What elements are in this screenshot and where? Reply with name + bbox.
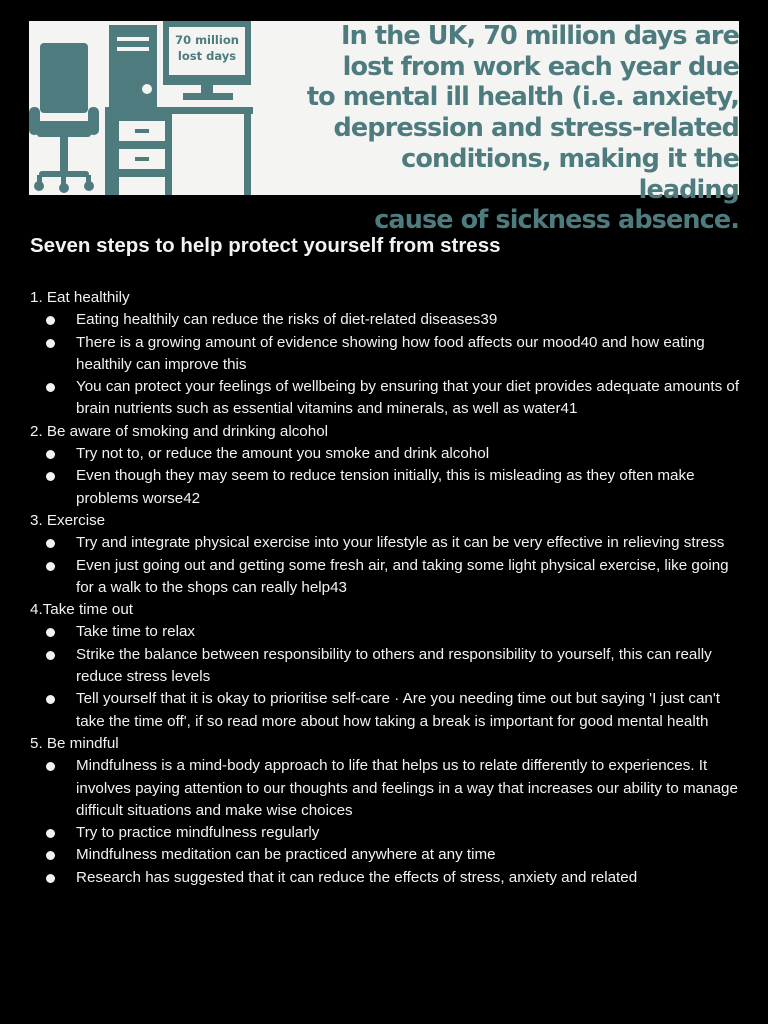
bullet-item (76, 332, 744, 377)
step-heading: 2. Be aware of smoking and drinking alcohol (30, 422, 329, 440)
step-bullet-list (30, 532, 744, 599)
bullet-text: Strike the balance between responsibility to others and responsibility to yourself, this can really reduce stress levels (76, 645, 712, 686)
desk-icon (105, 107, 253, 195)
bullet-text: Eating healthily can reduce the risks of diet-related diseases39 (76, 311, 498, 329)
bullet-text: Mindfulness is a mind-body approach to life that helps us to relate differently to experiences. It involves paying attention to our thoughts and feelings in a way that increases our ability to manage difficult situations and make wise choices (76, 757, 738, 819)
bullet-text: You can protect your feelings of wellbeing by ensuring that your diet provides adequate amounts of brain nutrients such as essential vitamins and minerals, as well as water41 (76, 378, 740, 418)
bullet-dot-icon (46, 316, 55, 325)
bullet-dot-icon (46, 539, 55, 548)
bullet-dot-icon (46, 383, 55, 392)
bullet-item (76, 621, 744, 643)
steps-list (30, 287, 744, 889)
bullet-dot-icon (46, 874, 55, 883)
bullet-item (76, 376, 744, 421)
bullet-dot-icon (46, 695, 55, 704)
infographic-banner (29, 21, 739, 236)
bullet-dot-icon (46, 450, 55, 459)
bullet-text: Try to practice mindfulness regularly (76, 824, 320, 842)
step-bullet-list (30, 621, 744, 732)
step-heading: 4.Take time out (30, 601, 133, 619)
badge-line1: 70 million (175, 33, 239, 47)
bullet-item (76, 309, 744, 331)
page-title: Seven steps to help protect yourself from stress (30, 234, 501, 257)
bullet-dot-icon (46, 472, 55, 481)
computer-tower-icon (109, 25, 157, 107)
step-heading: 1. Eat healthily (30, 289, 130, 306)
bullet-item (76, 532, 744, 554)
office-desk-illustration (29, 21, 269, 195)
bullet-item (76, 465, 744, 510)
bullet-text: Tell yourself that it is okay to prioritise self-care · Are you needing time out but saying 'I just can't take the time off', if so read more about how taking a break is important for good mental health (76, 690, 720, 730)
badge-line2: lost days (177, 49, 237, 63)
step-bullet-list (30, 443, 744, 510)
step-heading: 3. Exercise (30, 511, 106, 529)
bullet-text: Mindfulness meditation can be practiced anywhere at any time (76, 846, 496, 864)
bullet-item (76, 555, 744, 600)
monitor-icon (163, 21, 251, 100)
office-chair-icon (29, 43, 99, 193)
step-heading: 5. Be mindful (30, 734, 119, 752)
bullet-item (76, 822, 744, 844)
bullet-dot-icon (46, 562, 55, 571)
bullet-item (76, 443, 744, 465)
banner-headline: In the UK, 70 million days are lost from work each year due to mental ill health (i.e. anxiety, depression and stress-related conditions, making it the leading cause of sickness absence. (306, 21, 739, 236)
bullet-item (76, 844, 744, 866)
bullet-item (76, 688, 744, 733)
bullet-item (76, 867, 744, 889)
bullet-dot-icon (46, 829, 55, 838)
bullet-item (76, 755, 744, 822)
bullet-dot-icon (46, 628, 55, 637)
bullet-text: Take time to relax (76, 623, 196, 641)
bullet-text: Try and integrate physical exercise into your lifestyle as it can be very effective in relieving stress (76, 534, 725, 552)
bullet-item (76, 644, 744, 689)
bullet-text: Even though they may seem to reduce tension initially, this is misleading as they often make problems worse42 (76, 467, 695, 507)
bullet-text: Try not to, or reduce the amount you smoke and drink alcohol (76, 445, 490, 463)
step-bullet-list (30, 755, 744, 889)
bullet-dot-icon (46, 851, 55, 860)
bullet-dot-icon (46, 339, 55, 348)
bullet-text: There is a growing amount of evidence showing how food affects our mood40 and how eating healthily can improve this (76, 333, 705, 373)
bullet-text: Research has suggested that it can reduce the effects of stress, anxiety and related (76, 868, 638, 886)
bullet-dot-icon (46, 651, 55, 660)
step-bullet-list (30, 309, 744, 420)
bullet-dot-icon (46, 762, 55, 771)
bullet-text: Even just going out and getting some fresh air, and taking some light physical exercise, like going for a walk to the shops can really help43 (76, 556, 729, 596)
